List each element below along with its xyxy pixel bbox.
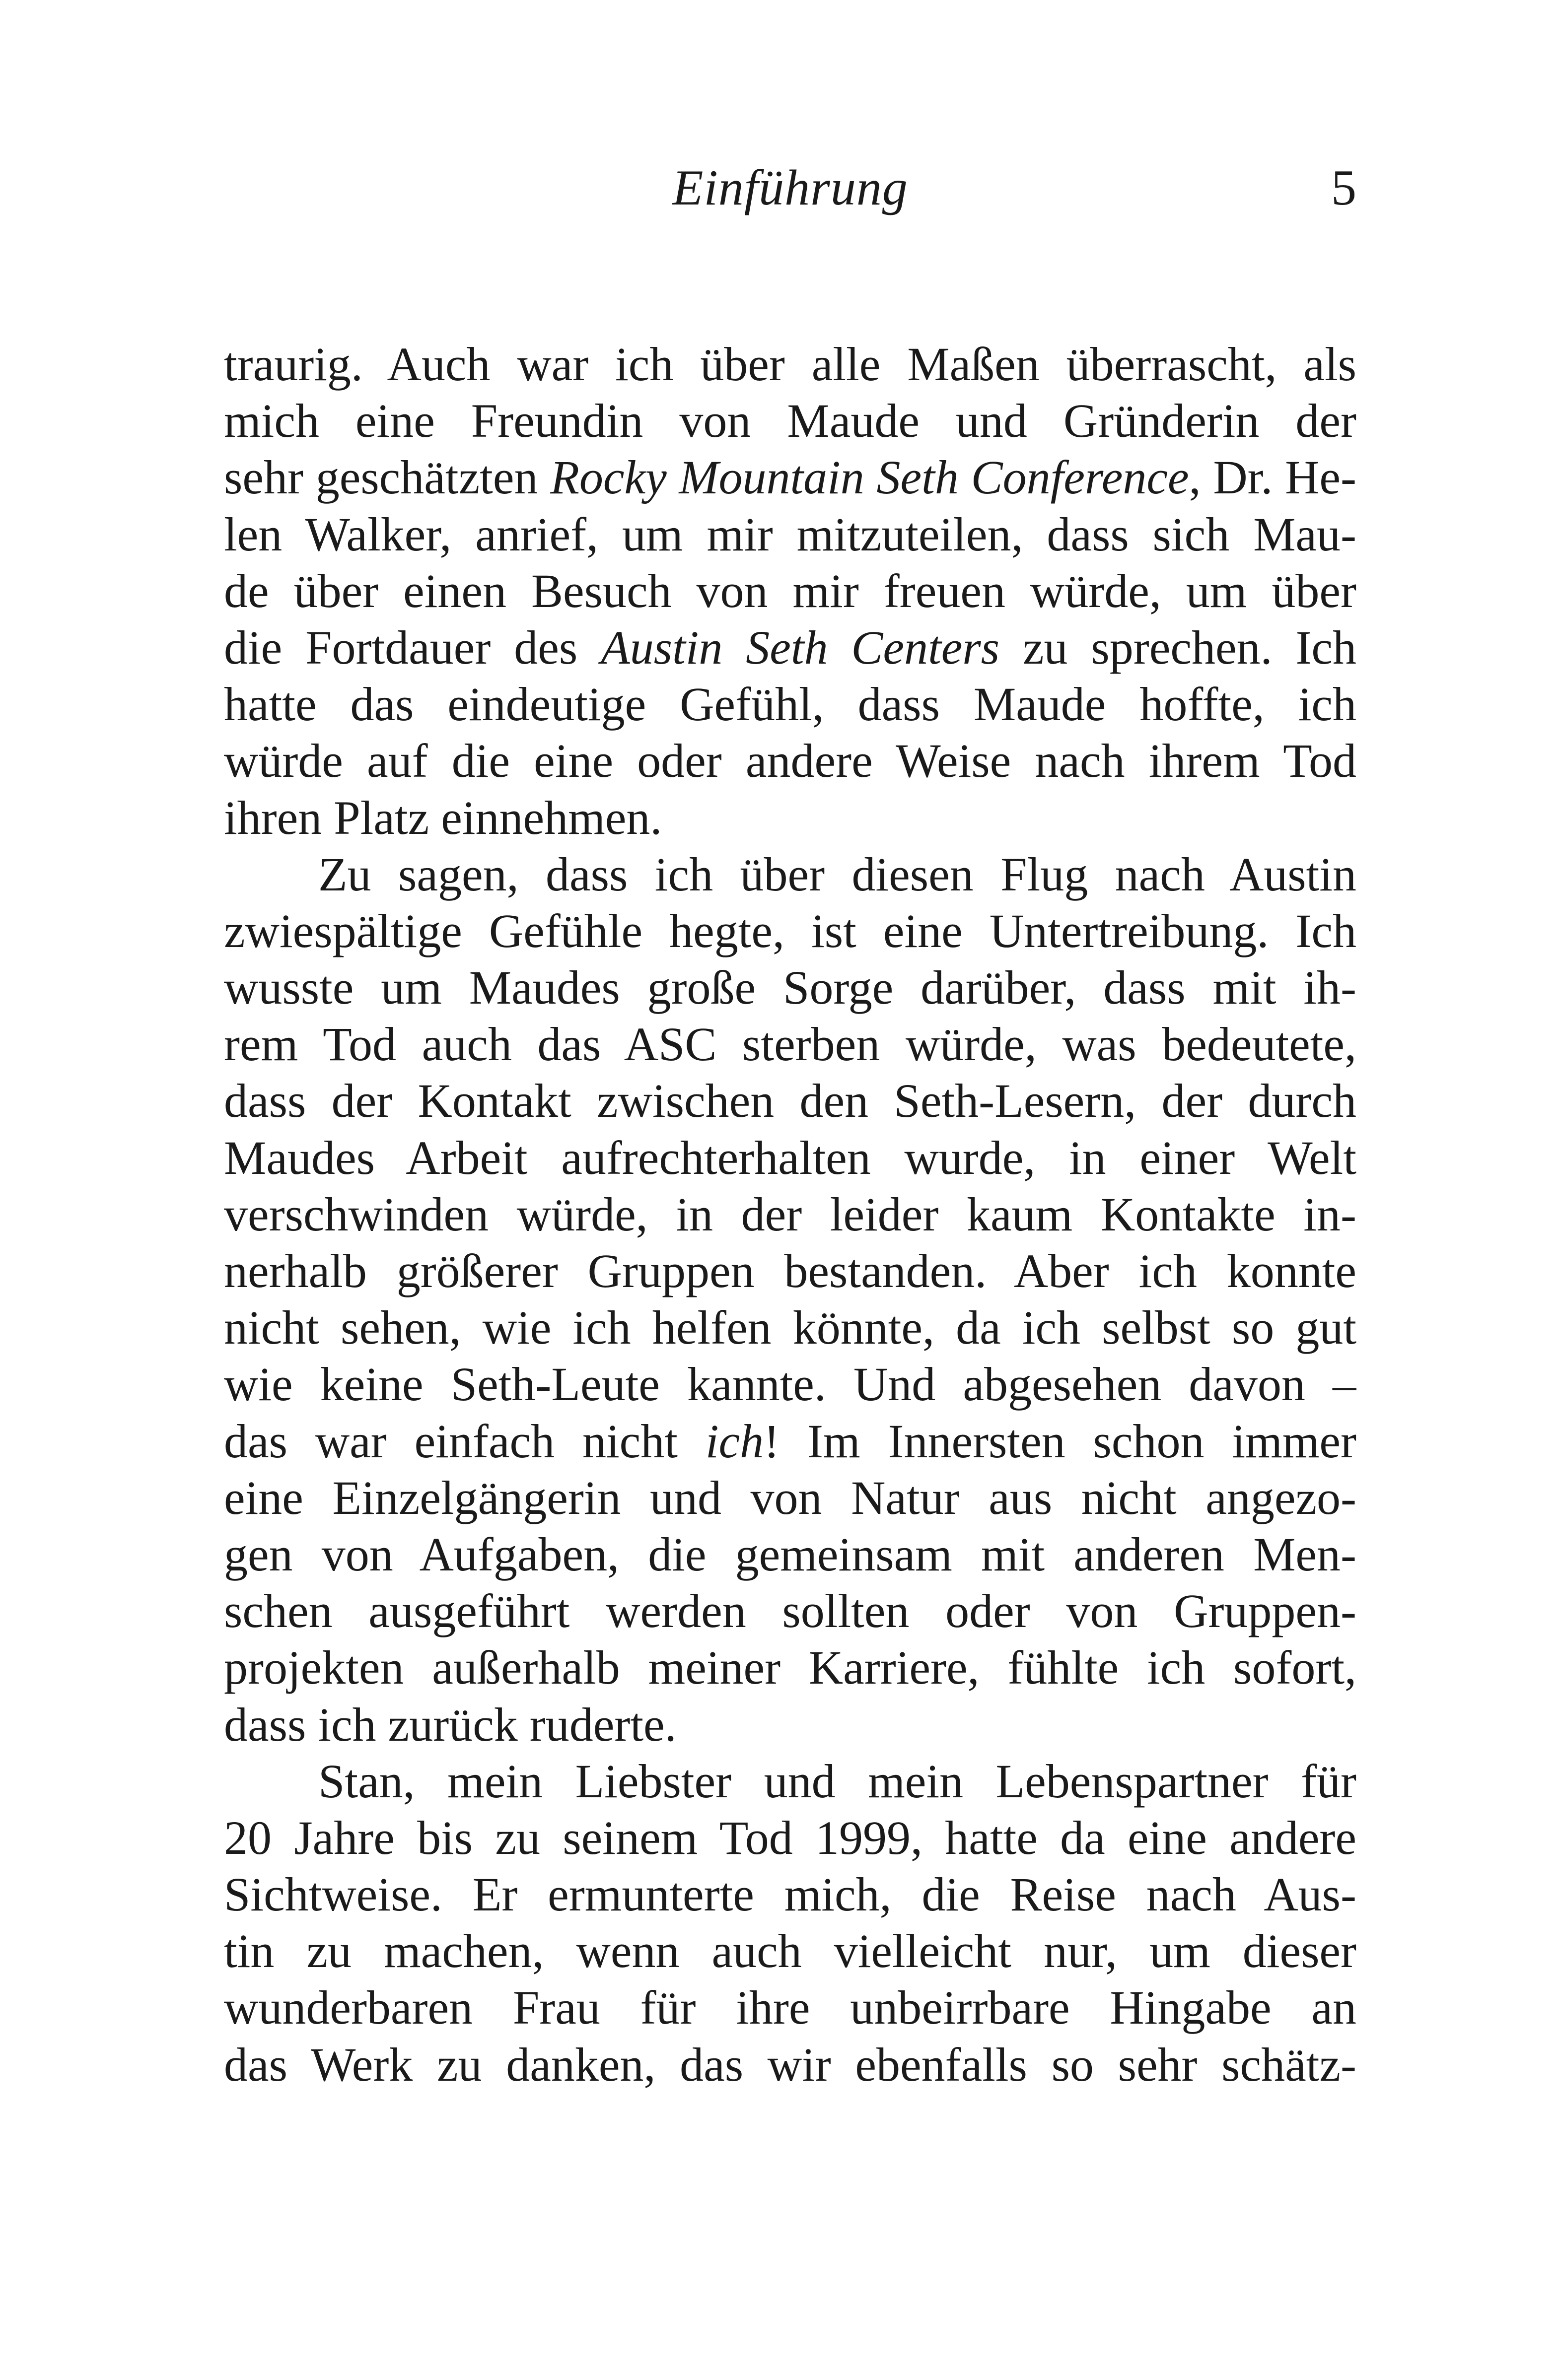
text-run: wunderbaren Frau für ihre unbeirrbare Hingabe an — [224, 1981, 1356, 2035]
text-run: Sichtweise. Er ermunterte mich, die Reise nach Aus- — [224, 1868, 1356, 1921]
text-line — [224, 2037, 1356, 2093]
text-run: zu sprechen. Ich — [999, 620, 1356, 674]
text-line — [224, 1526, 1356, 1583]
text-line — [224, 1583, 1356, 1639]
text-run: das war einfach nicht — [224, 1414, 706, 1468]
text-line — [224, 1810, 1356, 1866]
text-line — [224, 1866, 1356, 1923]
text-line — [224, 1413, 1356, 1470]
text-run: zwiespältige Gefühle hegte, ist eine Untertreibung. Ich — [224, 904, 1356, 957]
text-run: wie keine Seth-Leute kannte. Und abgesehen davon – — [224, 1358, 1356, 1411]
text-line — [224, 959, 1356, 1016]
text-line — [224, 1356, 1356, 1413]
text-run: die Fortdauer des — [224, 620, 601, 674]
text-run: wusste um Maudes große Sorge darüber, dass mit ih- — [224, 961, 1356, 1015]
text-run: de über einen Besuch von mir freuen würde, um über — [224, 564, 1356, 617]
text-line — [224, 1639, 1356, 1696]
text-run: nicht sehen, wie ich helfen könnte, da ich selbst so gut — [224, 1301, 1356, 1355]
paragraph — [224, 846, 1356, 1753]
text-run: 20 Jahre bis zu seinem Tod 1999, hatte da eine andere — [224, 1811, 1356, 1864]
italic-text: ich — [705, 1414, 764, 1468]
text-line — [224, 903, 1356, 959]
paragraph — [224, 1753, 1356, 2093]
text-line — [224, 846, 1356, 903]
text-line — [224, 1243, 1356, 1299]
text-line — [224, 1299, 1356, 1356]
text-run: traurig. Auch war ich über alle Maßen überrascht, als — [224, 338, 1356, 391]
text-line — [224, 1016, 1356, 1073]
text-run: projekten außerhalb meiner Karriere, fühlte ich sofort, — [224, 1641, 1356, 1695]
text-run: hatte das eindeutige Gefühl, dass Maude hoffte, ich — [224, 678, 1356, 731]
text-run: tin zu machen, wenn auch vielleicht nur, um dieser — [224, 1924, 1356, 1978]
text-run: schen ausgeführt werden sollten oder von Gruppen- — [224, 1584, 1356, 1638]
text-line — [224, 1470, 1356, 1526]
text-run: gen von Aufgaben, die gemeinsam mit anderen Men- — [224, 1527, 1356, 1581]
text-line — [224, 676, 1356, 733]
italic-text: Austin Seth Centers — [601, 620, 1000, 674]
text-line — [224, 1979, 1356, 2036]
text-line — [224, 790, 1356, 846]
text-run: len Walker, anrief, um mir mitzuteilen, dass sich Mau- — [224, 507, 1356, 561]
text-run: verschwinden würde, in der leider kaum Kontakte in- — [224, 1187, 1356, 1241]
text-line — [224, 449, 1356, 506]
text-run: ihren Platz einnehmen. — [224, 791, 662, 844]
text-line — [224, 1697, 1356, 1753]
text-run: rem Tod auch das ASC sterben würde, was bedeutete, — [224, 1018, 1356, 1071]
text-run: mich eine Freundin von Maude und Gründerin der — [224, 394, 1356, 448]
text-line — [224, 393, 1356, 449]
italic-text: Rocky Mountain Seth Conference — [550, 451, 1189, 504]
page-number: 5 — [1331, 160, 1356, 216]
running-head — [224, 156, 1356, 220]
text-line — [224, 1923, 1356, 1979]
text-run: Zu sagen, dass ich über diesen Flug nach Austin — [318, 847, 1356, 901]
running-title: Einführung — [672, 160, 908, 216]
text-run: ! Im Innersten schon immer — [764, 1414, 1356, 1468]
text-line — [224, 1753, 1356, 1810]
body-text — [224, 336, 1356, 2093]
text-run: würde auf die eine oder andere Weise nach ihrem Tod — [224, 734, 1356, 788]
text-line — [224, 733, 1356, 789]
text-run: dass ich zurück ruderte. — [224, 1698, 677, 1751]
text-run: Maudes Arbeit aufrechterhalten wurde, in einer Welt — [224, 1131, 1356, 1184]
text-line — [224, 1130, 1356, 1186]
text-run: sehr geschätzten — [224, 451, 551, 504]
text-run: das Werk zu danken, das wir ebenfalls so sehr schätz- — [224, 2038, 1356, 2091]
paragraph — [224, 336, 1356, 846]
text-run: eine Einzelgängerin und von Natur aus nicht angezo- — [224, 1471, 1356, 1524]
text-run: , Dr. He- — [1189, 451, 1356, 504]
text-line — [224, 336, 1356, 393]
text-line — [224, 563, 1356, 619]
text-run: nerhalb größerer Gruppen bestanden. Aber ich konnte — [224, 1244, 1356, 1297]
text-run: dass der Kontakt zwischen den Seth-Lesern, der durch — [224, 1074, 1356, 1128]
text-line — [224, 1186, 1356, 1243]
text-run: Stan, mein Liebster und mein Lebenspartner für — [318, 1754, 1356, 1808]
text-line — [224, 506, 1356, 563]
text-line — [224, 1073, 1356, 1129]
text-line — [224, 619, 1356, 676]
